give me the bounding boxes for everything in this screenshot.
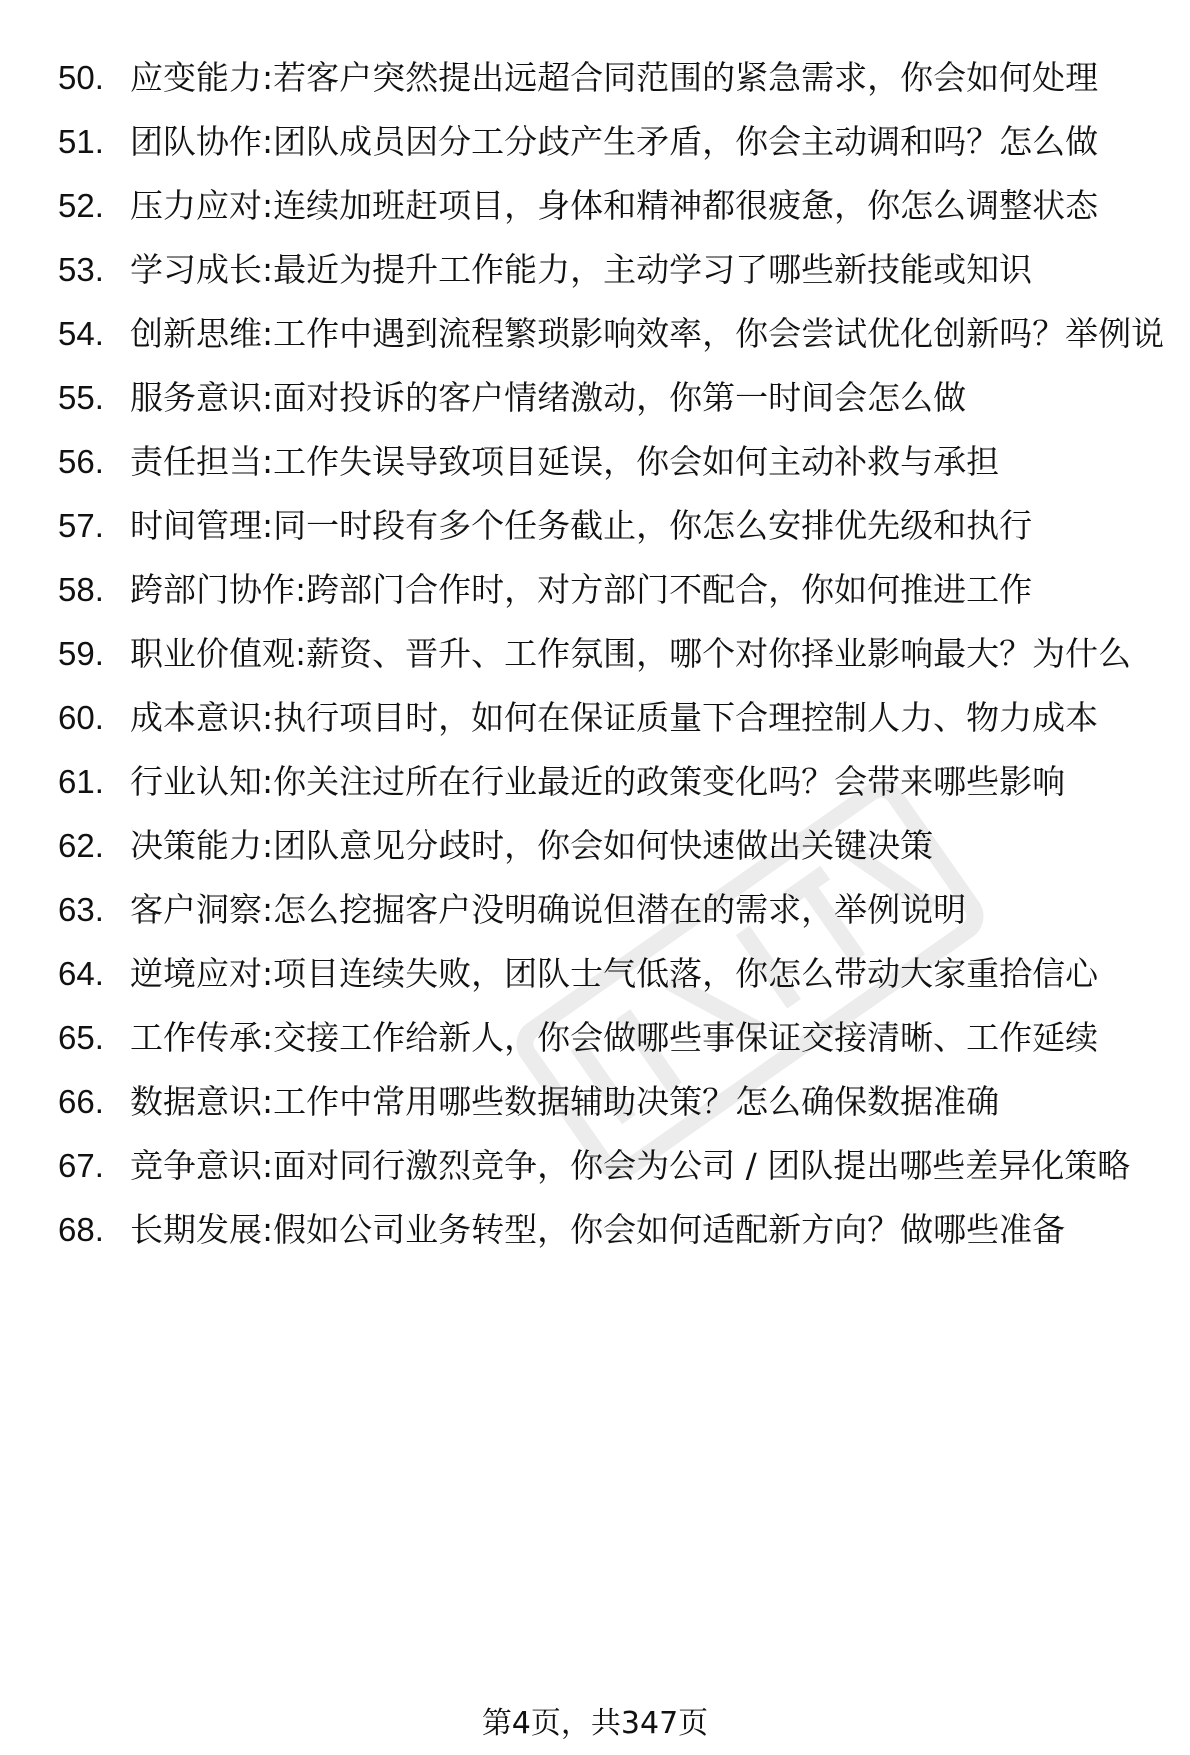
- question-number: 53.: [58, 251, 104, 288]
- list-item: [58, 1208, 1168, 1251]
- question-number: 65.: [58, 1019, 104, 1056]
- list-item: [58, 56, 1168, 99]
- question-text: 创新思维:工作中遇到流程繁琐影响效率，你会尝试优化创新吗？举例说: [130, 314, 1165, 353]
- list-item: [58, 696, 1168, 739]
- question-text: 学习成长:最近为提升工作能力，主动学习了哪些新技能或知识: [130, 250, 1033, 289]
- question-number: 62.: [58, 827, 104, 864]
- question-number: 63.: [58, 891, 104, 928]
- list-item: [58, 632, 1168, 675]
- question-number: 64.: [58, 955, 104, 992]
- list-item: [58, 568, 1168, 611]
- list-item: [58, 1080, 1168, 1123]
- question-text: 成本意识:执行项目时，如何在保证质量下合理控制人力、物力成本: [130, 698, 1099, 737]
- question-text: 决策能力:团队意见分歧时，你会如何快速做出关键决策: [130, 826, 934, 865]
- question-text: 竞争意识:面对同行激烈竞争，你会为公司 / 团队提出哪些差异化策略: [130, 1146, 1131, 1185]
- question-number: 51.: [58, 123, 104, 160]
- list-item: [58, 824, 1168, 867]
- page-number-footer: 第4页，共347页: [481, 1706, 709, 1741]
- question-text: 责任担当:工作失误导致项目延误，你会如何主动补救与承担: [130, 442, 1000, 481]
- question-text: 跨部门协作:跨部门合作时，对方部门不配合，你如何推进工作: [130, 570, 1033, 609]
- question-number: 67.: [58, 1147, 104, 1184]
- question-text: 压力应对:连续加班赶项目，身体和精神都很疲惫，你怎么调整状态: [130, 186, 1099, 225]
- list-item: [58, 952, 1168, 995]
- question-text: 客户洞察:怎么挖掘客户没明确说但潜在的需求，举例说明: [130, 890, 967, 929]
- question-number: 61.: [58, 763, 104, 800]
- list-item: [58, 1016, 1168, 1059]
- question-number: 55.: [58, 379, 104, 416]
- question-text: 工作传承:交接工作给新人，你会做哪些事保证交接清晰、工作延续: [130, 1018, 1099, 1057]
- list-item: [58, 504, 1168, 547]
- question-number: 59.: [58, 635, 104, 672]
- list-item: [58, 120, 1168, 163]
- list-item: [58, 1144, 1168, 1187]
- question-list: [58, 56, 1168, 1272]
- list-item: [58, 312, 1168, 355]
- question-number: 50.: [58, 59, 104, 96]
- question-number: 56.: [58, 443, 104, 480]
- question-number: 66.: [58, 1083, 104, 1120]
- list-item: [58, 184, 1168, 227]
- list-item: [58, 440, 1168, 483]
- list-item: [58, 888, 1168, 931]
- question-text: 服务意识:面对投诉的客户情绪激动，你第一时间会怎么做: [130, 378, 967, 417]
- list-item: [58, 760, 1168, 803]
- question-number: 52.: [58, 187, 104, 224]
- list-item: [58, 248, 1168, 291]
- question-number: 57.: [58, 507, 104, 544]
- question-text: 时间管理:同一时段有多个任务截止，你怎么安排优先级和执行: [130, 506, 1033, 545]
- list-item: [58, 376, 1168, 419]
- question-text: 逆境应对:项目连续失败，团队士气低落，你怎么带动大家重拾信心: [130, 954, 1099, 993]
- question-text: 长期发展:假如公司业务转型，你会如何适配新方向？做哪些准备: [130, 1210, 1066, 1249]
- question-text: 数据意识:工作中常用哪些数据辅助决策？怎么确保数据准确: [130, 1082, 1000, 1121]
- question-number: 54.: [58, 315, 104, 352]
- question-text: 团队协作:团队成员因分工分歧产生矛盾，你会主动调和吗？怎么做: [130, 122, 1099, 161]
- question-number: 68.: [58, 1211, 104, 1248]
- question-number: 60.: [58, 699, 104, 736]
- question-number: 58.: [58, 571, 104, 608]
- question-text: 职业价值观:薪资、晋升、工作氛围，哪个对你择业影响最大？为什么: [130, 634, 1132, 673]
- question-text: 应变能力:若客户突然提出远超合同范围的紧急需求，你会如何处理: [130, 58, 1099, 97]
- question-text: 行业认知:你关注过所在行业最近的政策变化吗？会带来哪些影响: [130, 762, 1066, 801]
